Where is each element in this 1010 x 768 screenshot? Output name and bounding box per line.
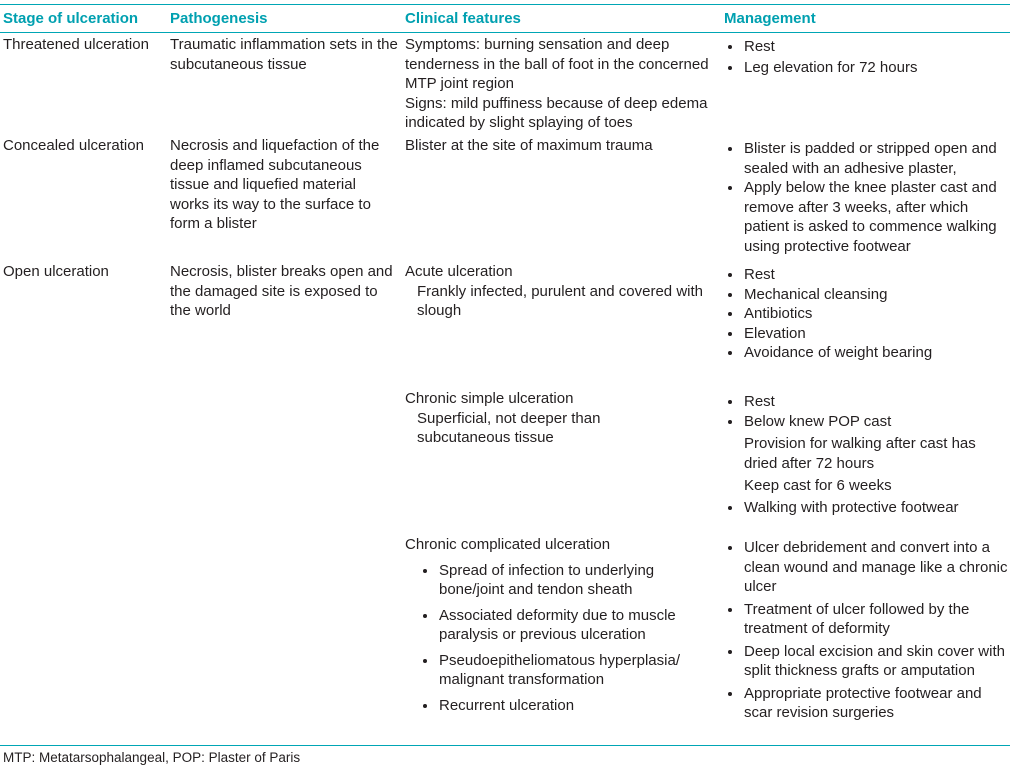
- list-item: Rest: [724, 265, 1009, 285]
- list-item: Recurrent ulceration: [405, 696, 715, 716]
- clinical-concealed: Blister at the site of maximum trauma: [405, 137, 653, 154]
- list-item: Associated deformity due to muscle paralysis or previous ulceration: [405, 606, 689, 645]
- bottom-rule: [0, 745, 1010, 746]
- list-item: Leg elevation for 72 hours: [724, 58, 1009, 78]
- chronic-simple-title: Chronic simple ulceration: [405, 390, 574, 407]
- pathogenesis-threatened: Traumatic inflammation sets in the subcutaneous tissue: [170, 36, 398, 73]
- footnote: MTP: Metatarsophalangeal, POP: Plaster of Paris: [3, 750, 301, 765]
- management-chronic-simple: [724, 392, 1009, 517]
- chronic-simple-description: Superficial, not deeper than subcutaneous tissue: [417, 409, 601, 446]
- stage-concealed: Concealed ulceration: [3, 137, 144, 154]
- signs-text: Signs: mild puffiness because of deep edema indicated by slight splaying of toes: [405, 94, 708, 131]
- clinical-chronic-complicated: [405, 535, 715, 715]
- chronic-complicated-title: Chronic complicated ulceration: [405, 536, 611, 553]
- list-item: Elevation: [724, 324, 1009, 344]
- list-item: Rest: [724, 37, 1009, 57]
- acute-title: Acute ulceration: [405, 263, 513, 280]
- list-item: Spread of infection to underlying bone/joint and tendon sheath: [405, 561, 689, 600]
- management-threatened: [724, 37, 1009, 77]
- list-item: Mechanical cleansing: [724, 285, 1009, 305]
- stage-threatened: Threatened ulceration: [3, 36, 149, 53]
- list-item: Walking with protective footwear: [724, 498, 1009, 518]
- management-note: Keep cast for 6 weeks: [744, 477, 892, 494]
- list-item: Antibiotics: [724, 304, 1009, 324]
- list-item: Pseudoepitheliomatous hyperplasia/ malignant transformation: [405, 651, 689, 690]
- clinical-threatened: [405, 35, 715, 133]
- management-acute: [724, 265, 1009, 363]
- clinical-chronic-simple: [405, 389, 715, 448]
- management-concealed: [724, 139, 1009, 256]
- header-rule: [0, 32, 1010, 33]
- management-note: Provision for walking after cast has dried after 72 hours: [744, 435, 976, 472]
- list-item: Avoidance of weight bearing: [724, 343, 1009, 363]
- list-item: Ulcer debridement and convert into a clean wound and manage like a chronic ulcer: [724, 538, 1009, 597]
- pathogenesis-concealed: Necrosis and liquefaction of the deep inflamed subcutaneous tissue and liquefied material works its way to the surface to form a blister: [170, 137, 380, 232]
- clinical-acute: [405, 262, 715, 321]
- list-item: Appropriate protective footwear and scar revision surgeries: [724, 684, 1009, 723]
- pathogenesis-open: Necrosis, blister breaks open and the damaged site is exposed to the world: [170, 263, 393, 319]
- list-item: Below knew POP cast: [724, 412, 1009, 432]
- management-chronic-complicated: [724, 538, 1009, 723]
- list-item: Blister is padded or stripped open and sealed with an adhesive plaster,: [724, 139, 1009, 178]
- header-management: Management: [724, 10, 816, 27]
- acute-description: Frankly infected, purulent and covered with slough: [417, 282, 703, 319]
- top-rule: [0, 4, 1010, 5]
- list-item: Rest: [724, 392, 1009, 412]
- list-item: Treatment of ulcer followed by the treatment of deformity: [724, 600, 1009, 639]
- header-pathogenesis: Pathogenesis: [170, 10, 268, 27]
- header-stage: Stage of ulceration: [3, 10, 139, 27]
- stage-open: Open ulceration: [3, 263, 109, 280]
- list-item: Deep local excision and skin cover with split thickness grafts or amputation: [724, 642, 1009, 681]
- symptoms-text: Symptoms: burning sensation and deep tenderness in the ball of foot in the concerned MTP joint region: [405, 36, 709, 92]
- list-item: Apply below the knee plaster cast and remove after 3 weeks, after which patient is asked to commence walking using protective footwear: [724, 178, 1009, 256]
- header-clinical-features: Clinical features: [405, 10, 521, 27]
